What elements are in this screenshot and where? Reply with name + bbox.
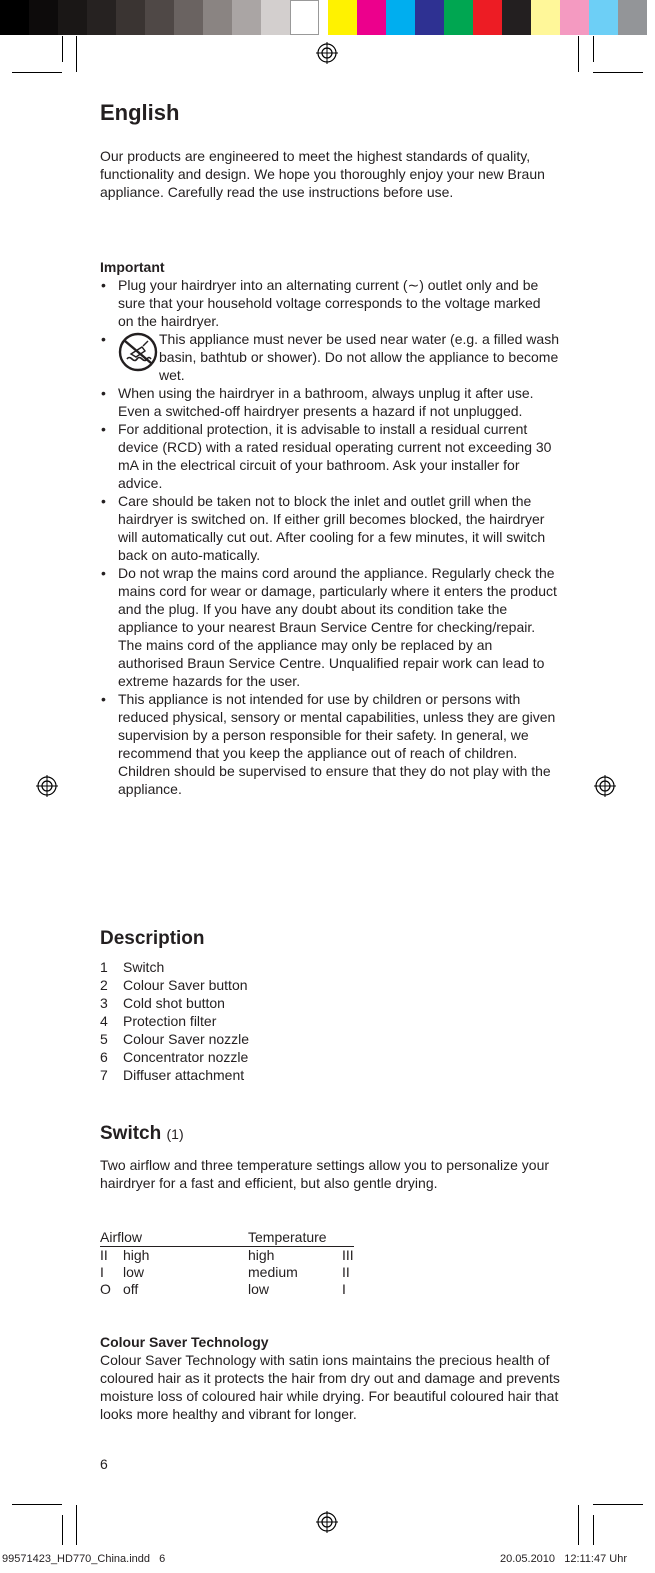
airflow-symbol: I — [100, 1264, 104, 1280]
color-swatch — [290, 0, 319, 35]
crop-mark — [12, 1504, 62, 1505]
registration-mark-icon — [316, 42, 338, 64]
registration-mark-icon — [594, 775, 616, 797]
registration-mark-icon — [316, 1511, 338, 1533]
item-number: 4 — [100, 1013, 108, 1029]
date-slug: 20.05.2010 12:11:47 Uhr — [499, 1553, 627, 1565]
airflow-header: Airflow — [100, 1229, 248, 1247]
crop-mark — [593, 72, 643, 73]
list-item — [100, 994, 560, 1012]
temperature-label: high — [248, 1247, 275, 1263]
color-swatch — [473, 0, 502, 35]
table-row — [100, 1247, 354, 1265]
list-item — [100, 958, 560, 976]
list-item: • For additional protection, it is advisable to install a residual current device (RCD) with a rated residual operating current not exceeding 30 mA in the electrical circuit of your bathroom. Ask your installer for advice. — [100, 420, 560, 492]
item-label: Cold shot button — [123, 995, 225, 1011]
crop-mark — [578, 36, 579, 72]
crop-mark — [593, 36, 594, 62]
registration-mark-icon — [36, 775, 58, 797]
page-number: 6 — [100, 1456, 108, 1472]
color-swatch — [328, 0, 357, 35]
list-item: • This appliance is not intended for use by children or persons with reduced physical, sensory or mental capabilities, unless they are given supervision by a person responsible for their safety. In general, we recommend that you keep the appliance out of reach of children. Children should be supervised to ensure that they do not play with the appliance. — [100, 690, 560, 798]
color-calibration-bar — [0, 0, 655, 35]
crop-mark — [62, 36, 63, 62]
color-swatch — [560, 0, 589, 35]
airflow-symbol: O — [100, 1281, 111, 1297]
temperature-symbol: I — [342, 1281, 346, 1297]
page-title: English — [100, 100, 180, 125]
colour-saver-heading: Colour Saver Technology — [100, 1334, 269, 1350]
item-label: Diffuser attachment — [123, 1067, 245, 1083]
switch-heading-text: Switch — [100, 1123, 162, 1144]
color-swatch — [444, 0, 473, 35]
crop-mark — [593, 1504, 643, 1505]
important-section — [100, 258, 560, 798]
colour-saver-section — [100, 1333, 560, 1423]
crop-mark — [12, 72, 62, 73]
item-number: 6 — [100, 1049, 108, 1065]
list-item — [100, 1030, 560, 1048]
list-item: • Care should be taken not to block the inlet and outlet grill when the hairdryer is switched on. If either grill becomes blocked, the hairdryer will automatically cut out. After cooling for a few minutes, it will switch back on auto-matically. — [100, 492, 560, 564]
grayscale-swatches — [0, 0, 319, 35]
item-number: 1 — [100, 959, 108, 975]
airflow-label: low — [123, 1264, 145, 1280]
color-swatch — [116, 0, 145, 35]
color-swatch — [174, 0, 203, 35]
color-swatch — [0, 0, 29, 35]
item-label: Colour Saver nozzle — [123, 1031, 250, 1047]
color-swatch — [232, 0, 261, 35]
list-item — [100, 1066, 560, 1084]
color-swatch — [203, 0, 232, 35]
description-heading: Description — [100, 928, 205, 949]
color-swatch — [145, 0, 174, 35]
temperature-symbol: III — [342, 1247, 354, 1263]
item-label: Protection filter — [123, 1013, 217, 1029]
color-swatch — [531, 0, 560, 35]
color-swatch — [502, 0, 531, 35]
table-row — [100, 1281, 354, 1298]
list-item — [100, 330, 560, 384]
temperature-header: Temperature — [248, 1229, 354, 1247]
settings-table — [100, 1229, 354, 1298]
list-item: • When using the hairdryer in a bathroom, always unplug it after use. Even a switched-off hairdryer presents a hazard if not unplugged. — [100, 384, 560, 420]
color-swatch — [386, 0, 415, 35]
item-number: 7 — [100, 1067, 108, 1083]
temperature-label: low — [248, 1281, 270, 1297]
colour-saver-paragraph: Colour Saver Technology with satin ions maintains the precious health of coloured hair as it protects the hair from dry out and damage and prevents moisture loss of coloured hair while drying. For beautiful coloured hair that looks more healthy and vibrant for longer. — [100, 1352, 560, 1422]
item-number: 5 — [100, 1031, 108, 1047]
list-item — [100, 976, 560, 994]
crop-mark — [593, 1515, 594, 1545]
crop-mark — [578, 1505, 579, 1545]
important-heading: Important — [100, 259, 165, 275]
switch-paragraph: Two airflow and three temperature settings allow you to personalize your hairdryer for a fast and efficient, but also gentle drying. — [100, 1157, 550, 1191]
color-swatch — [29, 0, 58, 35]
color-swatch — [618, 0, 647, 35]
color-swatch — [415, 0, 444, 35]
crop-mark — [62, 1515, 63, 1545]
airflow-label: off — [123, 1281, 139, 1297]
item-label: Colour Saver button — [123, 977, 248, 993]
list-item — [100, 1048, 560, 1066]
switch-ref: (1) — [166, 1126, 184, 1142]
intro-paragraph: Our products are engineered to meet the highest standards of quality, functionality and design. We hope you thoroughly enjoy your new Braun appliance. Carefully read the use instructions before use. — [100, 148, 545, 200]
important-list — [100, 276, 560, 798]
list-item — [100, 1012, 560, 1030]
color-swatch — [58, 0, 87, 35]
color-swatches — [328, 0, 647, 35]
file-slug: 99571423_HD770_China.indd 6 — [2, 1553, 166, 1565]
list-item: • Do not wrap the mains cord around the appliance. Regularly check the mains cord for wear or damage, particularly where it enters the product and the plug. If you have any doubt about its condition take the appliance to your nearest Braun Service Centre for checking/repair. The mains cord of the appliance may only be replaced by an authorised Braun Service Centre. Unqualified repair work can lead to extreme hazards for the user. — [100, 564, 560, 690]
crop-mark — [76, 1505, 77, 1545]
list-item: • Plug your hairdryer into an alternating current (∼) outlet only and be sure that your household voltage corresponds to the voltage marked on the hairdryer. — [100, 276, 560, 330]
temperature-label: medium — [248, 1264, 298, 1280]
item-label: Concentrator nozzle — [123, 1049, 249, 1065]
switch-heading — [100, 1122, 184, 1146]
item-label: Switch — [123, 959, 165, 975]
description-list — [100, 958, 560, 1084]
item-number: 3 — [100, 995, 108, 1011]
color-swatch — [87, 0, 116, 35]
table-row — [100, 1264, 354, 1281]
temperature-symbol: II — [342, 1264, 350, 1280]
color-swatch — [357, 0, 386, 35]
color-swatch — [589, 0, 618, 35]
color-swatch — [261, 0, 290, 35]
airflow-label: high — [123, 1247, 150, 1263]
no-water-icon — [118, 332, 158, 372]
item-number: 2 — [100, 977, 108, 993]
list-item-text: • This appliance must never be used near water (e.g. a filled wash basin, bathtub or shower). Do not allow the appliance to become wet. — [159, 331, 559, 383]
airflow-symbol: II — [100, 1247, 108, 1263]
crop-mark — [76, 36, 77, 72]
